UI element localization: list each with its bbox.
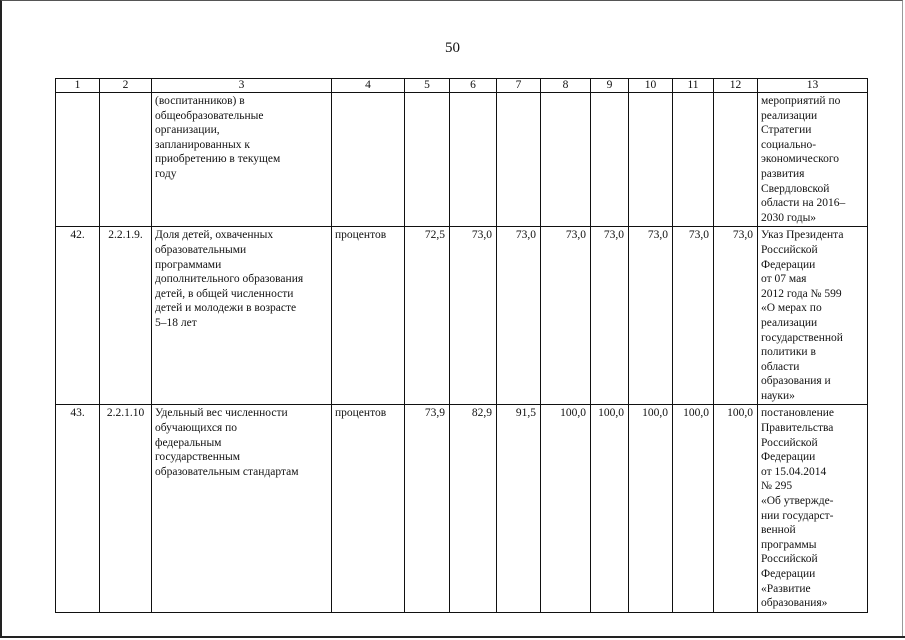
indicators-table — [55, 78, 868, 613]
column-header: 1 — [56, 79, 100, 93]
unit-cell: процентов — [332, 405, 405, 612]
column-header: 5 — [405, 79, 450, 93]
value-cell: 73,9 — [405, 405, 450, 612]
basis-cell: постановление Правительства Российской Федерации от 15.04.2014 № 295 «Об утвержде- нии государст- венной программы Российской Федерации «Развитие образования» — [758, 405, 868, 612]
value-cell: 91,5 — [497, 405, 541, 612]
value-cell: 73,0 — [541, 227, 591, 405]
value-cell: 100,0 — [673, 405, 714, 612]
value-cell — [497, 93, 541, 227]
value-cell: 100,0 — [714, 405, 758, 612]
value-cell — [673, 93, 714, 227]
value-cell — [541, 93, 591, 227]
row-code-cell: 2.2.1.9. — [100, 227, 152, 405]
page-number: 50 — [445, 40, 460, 56]
column-header: 6 — [450, 79, 497, 93]
row-code-cell: 2.2.1.10 — [100, 405, 152, 612]
column-number-row — [56, 79, 868, 93]
value-cell — [450, 93, 497, 227]
value-cell: 73,0 — [450, 227, 497, 405]
value-cell: 73,0 — [591, 227, 629, 405]
value-cell — [714, 93, 758, 227]
value-cell: 73,0 — [629, 227, 673, 405]
value-cell: 100,0 — [629, 405, 673, 612]
column-header: 7 — [497, 79, 541, 93]
unit-cell: процентов — [332, 227, 405, 405]
value-cell: 72,5 — [405, 227, 450, 405]
column-header: 3 — [152, 79, 332, 93]
indicator-name-cell: Доля детей, охваченных образовательными программами дополнительного образования детей, в общей численности детей и молодежи в возрасте 5–18 лет — [152, 227, 332, 405]
table-row — [56, 93, 868, 227]
value-cell: 82,9 — [450, 405, 497, 612]
value-cell: 73,0 — [673, 227, 714, 405]
value-cell — [405, 93, 450, 227]
basis-cell: Указ Президента Российской Федерации от 07 мая 2012 года № 599 «О мерах по реализации государственной политики в области образования и науки» — [758, 227, 868, 405]
column-header: 13 — [758, 79, 868, 93]
row-number-cell: 43. — [56, 405, 100, 612]
unit-cell — [332, 93, 405, 227]
table-row — [56, 227, 868, 405]
indicator-name-cell: (воспитанников) в общеобразовательные организации, запланированных к приобретению в текущем году — [152, 93, 332, 227]
row-code-cell — [100, 93, 152, 227]
column-header: 4 — [332, 79, 405, 93]
column-header: 10 — [629, 79, 673, 93]
value-cell — [591, 93, 629, 227]
page-bottom-edge — [0, 636, 905, 638]
column-header: 2 — [100, 79, 152, 93]
value-cell: 73,0 — [714, 227, 758, 405]
value-cell: 100,0 — [591, 405, 629, 612]
column-header: 12 — [714, 79, 758, 93]
column-header: 9 — [591, 79, 629, 93]
indicator-name-cell: Удельный вес численности обучающихся по федеральным государственным образовательным стандартам — [152, 405, 332, 612]
value-cell — [629, 93, 673, 227]
row-number-cell — [56, 93, 100, 227]
value-cell: 100,0 — [541, 405, 591, 612]
value-cell: 73,0 — [497, 227, 541, 405]
basis-cell: мероприятий по реализации Стратегии социально- экономического развития Свердловской области на 2016– 2030 годы» — [758, 93, 868, 227]
table-row — [56, 405, 868, 612]
row-number-cell: 42. — [56, 227, 100, 405]
column-header: 8 — [541, 79, 591, 93]
column-header: 11 — [673, 79, 714, 93]
